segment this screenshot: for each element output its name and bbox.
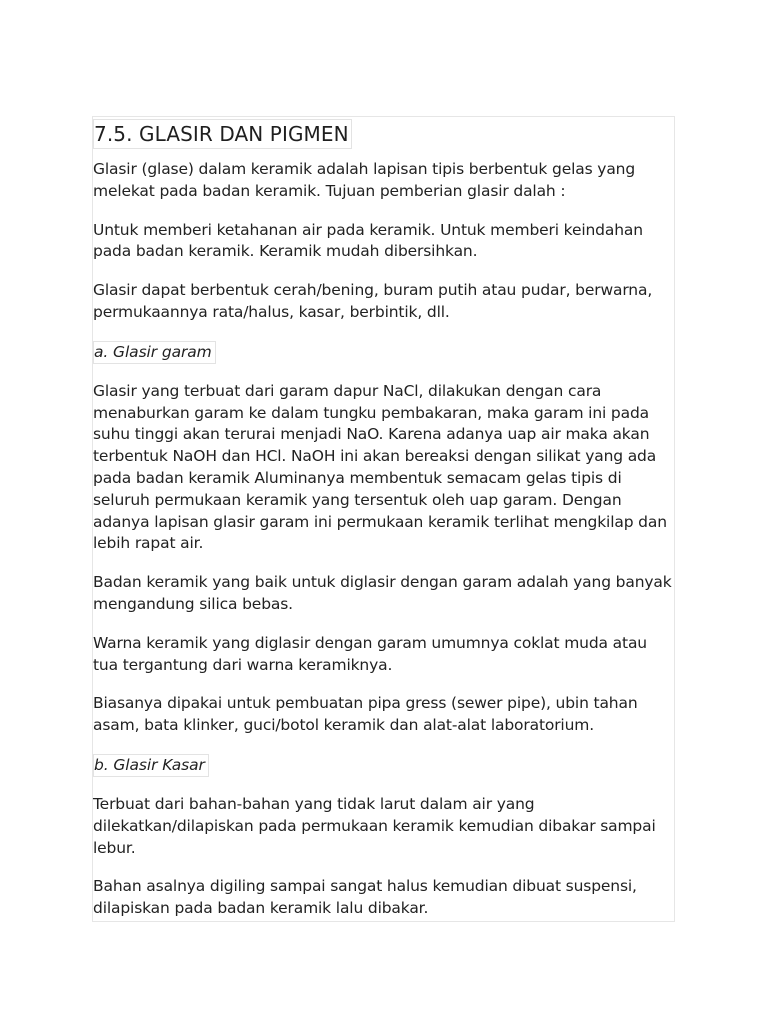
subsection-a bbox=[93, 341, 673, 381]
intro-paragraph-2: Untuk memberi ketahanan air pada keramik. Untuk memberi keindahan pada badan keramik. Keramik mudah dibersihkan. bbox=[93, 220, 643, 261]
section-a-paragraph-3: Warna keramik yang diglasir dengan garam umumnya coklat muda atau tua tergantung dari warna keramiknya. bbox=[93, 633, 647, 674]
intro-paragraph-1: Glasir (glase) dalam keramik adalah lapisan tipis berbentuk gelas yang melekat pada badan keramik. Tujuan pemberian glasir dalah : bbox=[93, 160, 636, 200]
section-a-paragraph-4: Biasanya dipakai untuk pembuatan pipa gress (sewer pipe), ubin tahan asam, bata klinker, guci/botol keramik dan alat-alat laboratorium. bbox=[93, 694, 638, 735]
subsection-b bbox=[93, 754, 673, 794]
document-content bbox=[93, 119, 673, 937]
intro-paragraph-3: Glasir dapat berbentuk cerah/bening, buram putih atau pudar, berwarna, permukaannya rata/halus, kasar, berbintik, dll. bbox=[93, 281, 653, 321]
subsection-a-heading: a. Glasir garam bbox=[93, 341, 216, 364]
section-a-paragraph-1: Glasir yang terbuat dari garam dapur NaCl, dilakukan dengan cara menaburkan garam ke dalam tungku pembakaran, maka garam ini pada suhu tinggi akan terurai menjadi NaO. Karena adanya uap air maka akan terbentuk NaOH dan HCl. NaOH ini akan bereaksi dengan silikat yang ada pada badan keramik Aluminanya membentuk semacam gelas tipis di seluruh permukaan keramik yang tersentuk oleh uap garam. Dengan adanya lapisan glasir garam ini permukaan keramik terlihat mengkilap dan lebih rapat air. bbox=[93, 381, 667, 553]
section-a-paragraph-2: Badan keramik yang baik untuk diglasir dengan garam adalah yang banyak mengandung silica bebas. bbox=[93, 573, 672, 613]
subsection-b-heading: b. Glasir Kasar bbox=[93, 754, 209, 777]
section-b-paragraph-1: Terbuat dari bahan-bahan yang tidak larut dalam air yang dilekatkan/dilapiskan pada permukaan keramik kemudian dibakar sampai lebur. bbox=[93, 794, 656, 857]
section-title: 7.5. GLASIR DAN PIGMEN bbox=[93, 119, 352, 149]
section-b-paragraph-2: Bahan asalnya digiling sampai sangat halus kemudian dibuat suspensi, dilapiskan pada badan keramik lalu dibakar. bbox=[93, 877, 637, 918]
